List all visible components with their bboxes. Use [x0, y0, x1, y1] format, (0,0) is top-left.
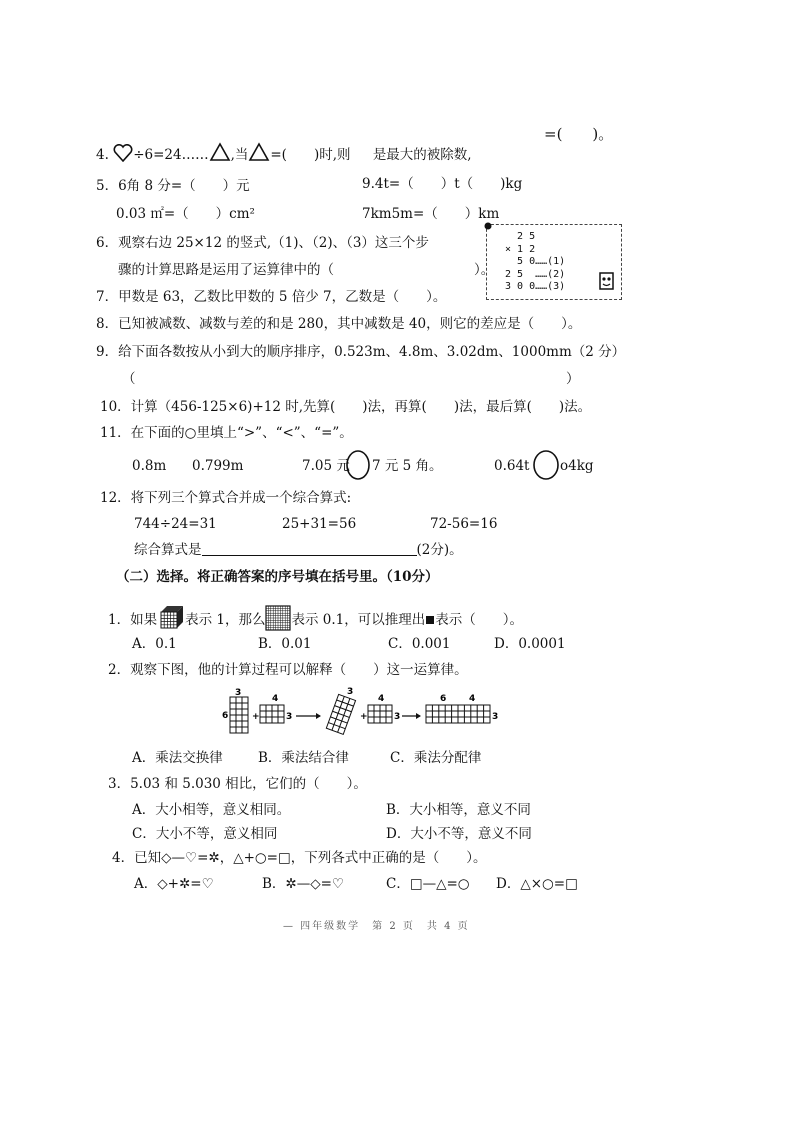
- grid-10x3: [426, 705, 490, 723]
- triangle-icon: [209, 142, 231, 162]
- pin-icon: [483, 221, 493, 231]
- square-grid-icon: [265, 605, 291, 631]
- answer-blank[interactable]: [202, 541, 417, 556]
- small-square-icon: [425, 615, 435, 625]
- q11-c: 7.05 元: [302, 458, 350, 474]
- diagram-label: 3: [347, 687, 354, 697]
- vertical-calculation-box: [486, 224, 622, 300]
- c1-option-b[interactable]: B．0.01: [258, 636, 312, 652]
- c4-option-a[interactable]: A．◇+✲=♡: [134, 876, 214, 892]
- page-footer: — 四年级数学 第 2 页 共 4 页: [283, 921, 470, 932]
- c3-option-c[interactable]: C．大小不等，意义相同: [132, 826, 278, 842]
- c4-line1: 4．已知◇—♡=✲，△+○=□，下列各式中正确的是（ ）。: [112, 850, 487, 866]
- triangle-icon: [248, 142, 270, 162]
- pencil-mascot-icon: [597, 267, 617, 293]
- q10-line: 10．计算（456-125×6)+12 时,先算( )法，再算( )法，最后算( )法。: [100, 399, 592, 415]
- q12-eq1: 744÷24=31: [134, 516, 217, 532]
- q12-eq3: 72-56=16: [430, 516, 498, 532]
- q11-d: 7 元 5 角。: [372, 458, 443, 474]
- c2-option-a[interactable]: A．乘法交换律: [132, 750, 223, 766]
- c1-option-c[interactable]: C．0.001: [388, 636, 451, 652]
- diagram-label: 4: [378, 694, 385, 704]
- c3-option-b[interactable]: B．大小相等，意义不同: [386, 802, 531, 818]
- q11-e: 0.64t: [494, 458, 530, 474]
- c3-option-d[interactable]: D．大小不等，意义不同: [386, 826, 532, 842]
- c1-mid1: 表示 1，那么: [185, 612, 266, 628]
- diagram-label: 4: [272, 694, 279, 704]
- q4-part3: =( )时,则: [270, 147, 351, 163]
- section2-title: （二）选择。将正确答案的序号填在括号里。（10分）: [116, 569, 439, 585]
- q12-label: 综合算式是: [134, 542, 202, 558]
- c4-option-b[interactable]: B．✲—◇=♡: [262, 876, 345, 892]
- q9-open-paren: （: [122, 371, 136, 387]
- q8-line: 8．已知被减数、减数与差的和是 280，其中减数是 40，则它的差应是（ ）。: [96, 316, 582, 332]
- q4-part5: =( )。: [544, 125, 614, 143]
- q11-f: o4kg: [560, 458, 594, 474]
- c3-line1: 3．5.03 和 5.030 相比，它们的（ ）。: [108, 776, 367, 792]
- plus-sign: +: [252, 712, 260, 722]
- q4-part4: 是最大的被除数,: [372, 147, 472, 163]
- cube-grid-icon: [157, 604, 185, 632]
- q6-line2: 骤的计算思路是运用了运算律中的（: [118, 262, 334, 278]
- c1-pre: 1．如果: [108, 612, 158, 628]
- c1-post: 表示（ ）。: [435, 612, 523, 628]
- c1-mid2: 表示 0.1，可以推理出: [291, 612, 426, 628]
- q12-eq2: 25+31=56: [282, 516, 357, 532]
- compare-circle-icon[interactable]: [532, 449, 560, 481]
- c1-line: [108, 604, 523, 632]
- q12-answer-line: [134, 540, 463, 560]
- q6-line1: 6．观察右边 25×12 的竖式,（1)、（2)、（3）这三个步: [96, 235, 429, 251]
- diagram-label: 3: [394, 712, 401, 722]
- q6-line2-end: ）。: [474, 262, 495, 278]
- diagram-label: 3: [492, 712, 499, 722]
- c4-option-c[interactable]: C．□—△=○: [386, 876, 470, 892]
- q9-line1: 9．给下面各数按从小到大的顺序排序，0.523m、4.8m、3.02dm、1000mm（2 分）: [96, 344, 626, 360]
- compare-circle-icon[interactable]: [345, 449, 371, 481]
- c1-option-a[interactable]: A．0.1: [132, 636, 177, 652]
- c1-option-d[interactable]: D．0.0001: [494, 636, 566, 652]
- q7-line: 7．甲数是 63，乙数比甲数的 5 倍少 7，乙数是（ ）。: [96, 289, 447, 305]
- arrow-head: [416, 713, 421, 719]
- c2-option-b[interactable]: B．乘法结合律: [258, 750, 349, 766]
- diagram-label: 6: [440, 694, 447, 704]
- q4-part1: ÷6=24……: [133, 147, 209, 163]
- q5-c: 0.03 ㎡=（ ）cm²: [116, 206, 255, 222]
- heart-icon: [113, 144, 133, 162]
- c3-option-a[interactable]: A．大小相等，意义相同。: [132, 802, 291, 818]
- q5-b: 9.4t=（ ）t（ )kg: [362, 176, 523, 192]
- arrow-head: [316, 713, 321, 719]
- q11-a: 0.8m: [132, 458, 167, 474]
- q11-b: 0.799m: [192, 458, 244, 474]
- q4-line: [96, 142, 472, 165]
- vertical-calculation: 2 5 × 1 2 5 0……(1) 2 5 ……(2) 3 0 0……(3): [505, 231, 566, 292]
- q4-part2: ,当: [230, 147, 249, 163]
- q5-d: 7km5m=（ ）km: [362, 206, 500, 222]
- multiplication-grid-diagram: [220, 686, 500, 736]
- q11-line1: 11．在下面的○里填上“>”、“<”、“=”。: [100, 425, 353, 441]
- q12-points: (2分)。: [416, 542, 463, 558]
- c2-line1: 2．观察下图，他的计算过程可以解释（ ）这一运算律。: [108, 662, 468, 678]
- grid-6x3: [230, 697, 248, 733]
- c4-option-d[interactable]: D．△×○=□: [496, 876, 578, 892]
- q9-close-paren: ）: [566, 371, 580, 387]
- rotated-grid: [326, 694, 355, 734]
- grid-4x3: [368, 705, 392, 723]
- grid-4x3: [260, 705, 284, 723]
- plus-sign: +: [360, 712, 368, 722]
- q12-line1: 12．将下列三个算式合并成一个综合算式:: [100, 490, 352, 506]
- diagram-label: 3: [286, 712, 293, 722]
- q5-a: 5．6角 8 分=（ ）元: [96, 178, 250, 194]
- diagram-label: 6: [222, 711, 229, 721]
- q4-number: 4.: [96, 147, 109, 163]
- c2-option-c[interactable]: C．乘法分配律: [390, 750, 482, 766]
- diagram-label: 4: [469, 694, 476, 704]
- diagram-label: 3: [235, 688, 242, 698]
